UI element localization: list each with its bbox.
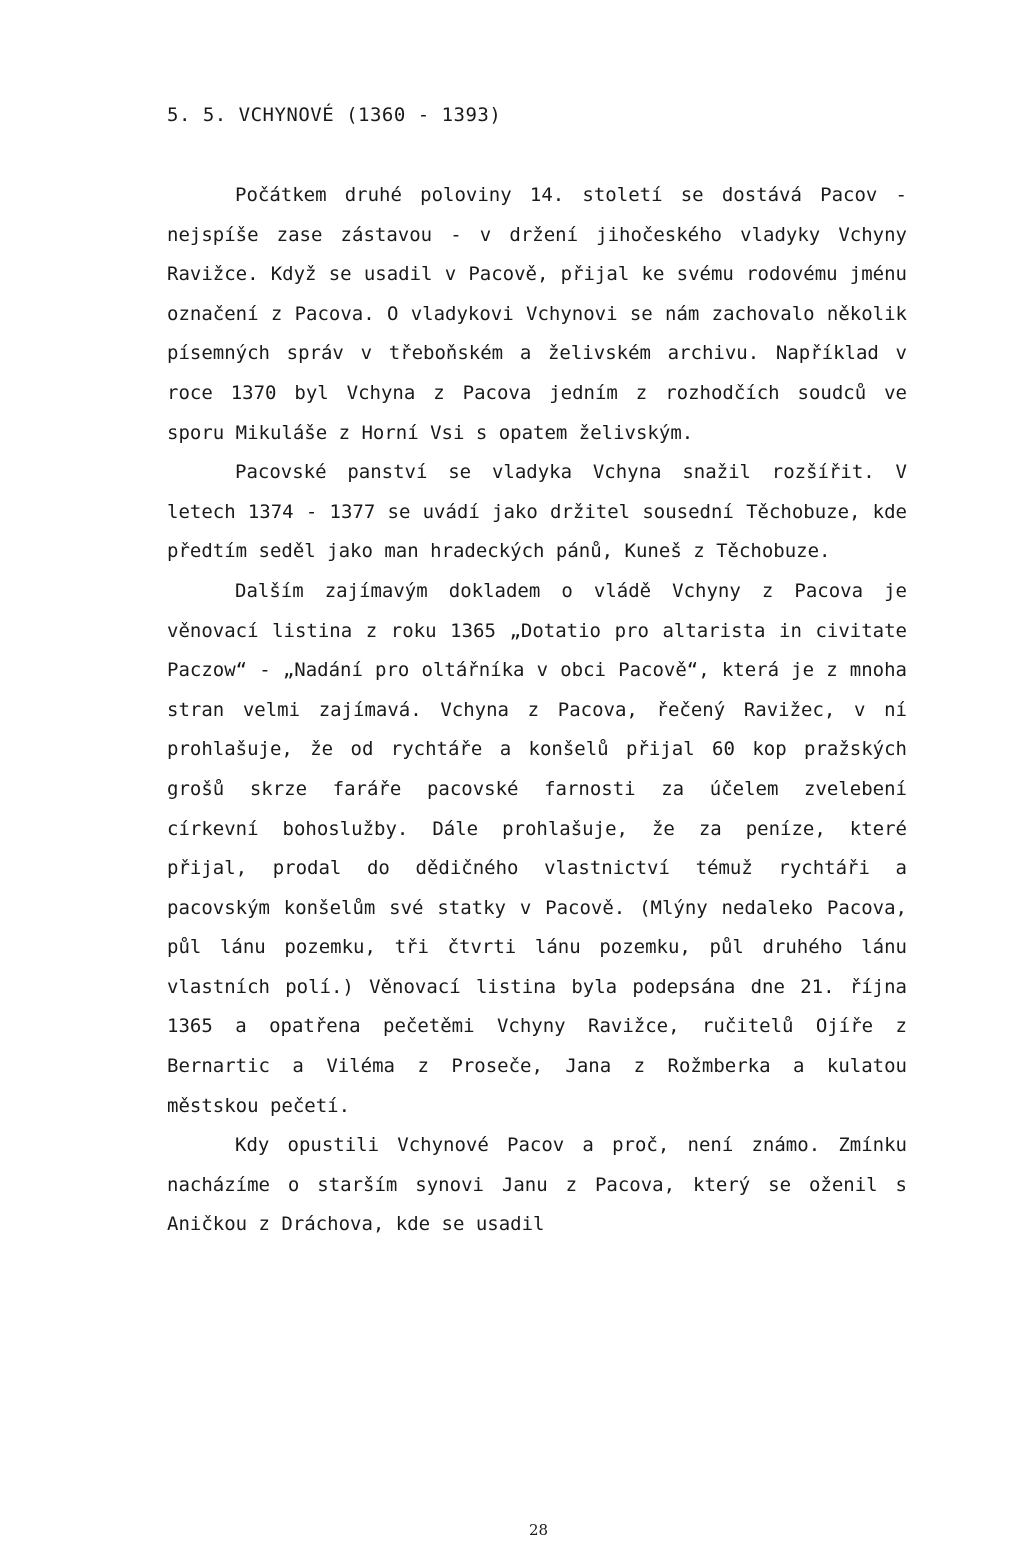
section-heading: 5. 5. VCHYNOVÉ (1360 - 1393)	[167, 104, 502, 126]
page-number: 28	[528, 1521, 549, 1539]
paragraph-4: Kdy opustili Vchynové Pacov a proč, není známo. Zmínku nacházíme o starším synovi Janu z Pacova, který se oženil s Aničkou z Dráchova, kde se usadil	[167, 1134, 907, 1236]
paragraph-3: Dalším zajímavým dokladem o vládě Vchyny z Pacova je věnovací listina z roku 1365 „Dotatio pro altarista in civitate Paczow“ - „Nadání pro oltářníka v obci Pacově“, která je z mnoha stran velmi zajímavá. Vchyna z Pacova, řečený Ravižec, v ní prohlašuje, že od rychtáře a konšelů přijal 60 kop pražských grošů skrze faráře pacovské farnosti za účelem zvelebení církevní bohoslužby. Dále prohlašuje, že za peníze, které přijal, prodal do dědičného vlastnictví témuž rychtáři a pacovským konšelům své statky v Pacově. (Mlýny nedaleko Pacova, půl lánu pozemku, tři čtvrti lánu pozemku, půl druhého lánu vlastních polí.) Věnovací listina byla podepsána dne 21. října 1365 a opatřena pečetěmi Vchyny Ravižce, ručitelů Ojíře z Bernartic a Viléma z Proseče, Jana z Rožmberka a kulatou městskou pečetí.	[167, 579, 907, 1117]
paragraph-1: Počátkem druhé poloviny 14. století se dostává Pacov - nejspíše zase zástavou - v držení jihočeského vladyky Vchyny Ravižce. Když se usadil v Pacově, přijal ke svému rodovému jménu označení z Pacova. O vladykovi Vchynovi se nám zachovalo několik písemných správ v třeboňském a želivském archivu. Například v roce 1370 byl Vchyna z Pacova jedním z rozhodčích soudců ve sporu Mikuláše z Horní Vsi s opatem želivským.	[167, 184, 907, 444]
body-text	[167, 176, 907, 1245]
paragraph-2: Pacovské panství se vladyka Vchyna snažil rozšířit. V letech 1374 - 1377 se uvádí jako držitel sousední Těchobuze, kde předtím seděl jako man hradeckých pánů, Kuneš z Těchobuze.	[167, 461, 907, 563]
